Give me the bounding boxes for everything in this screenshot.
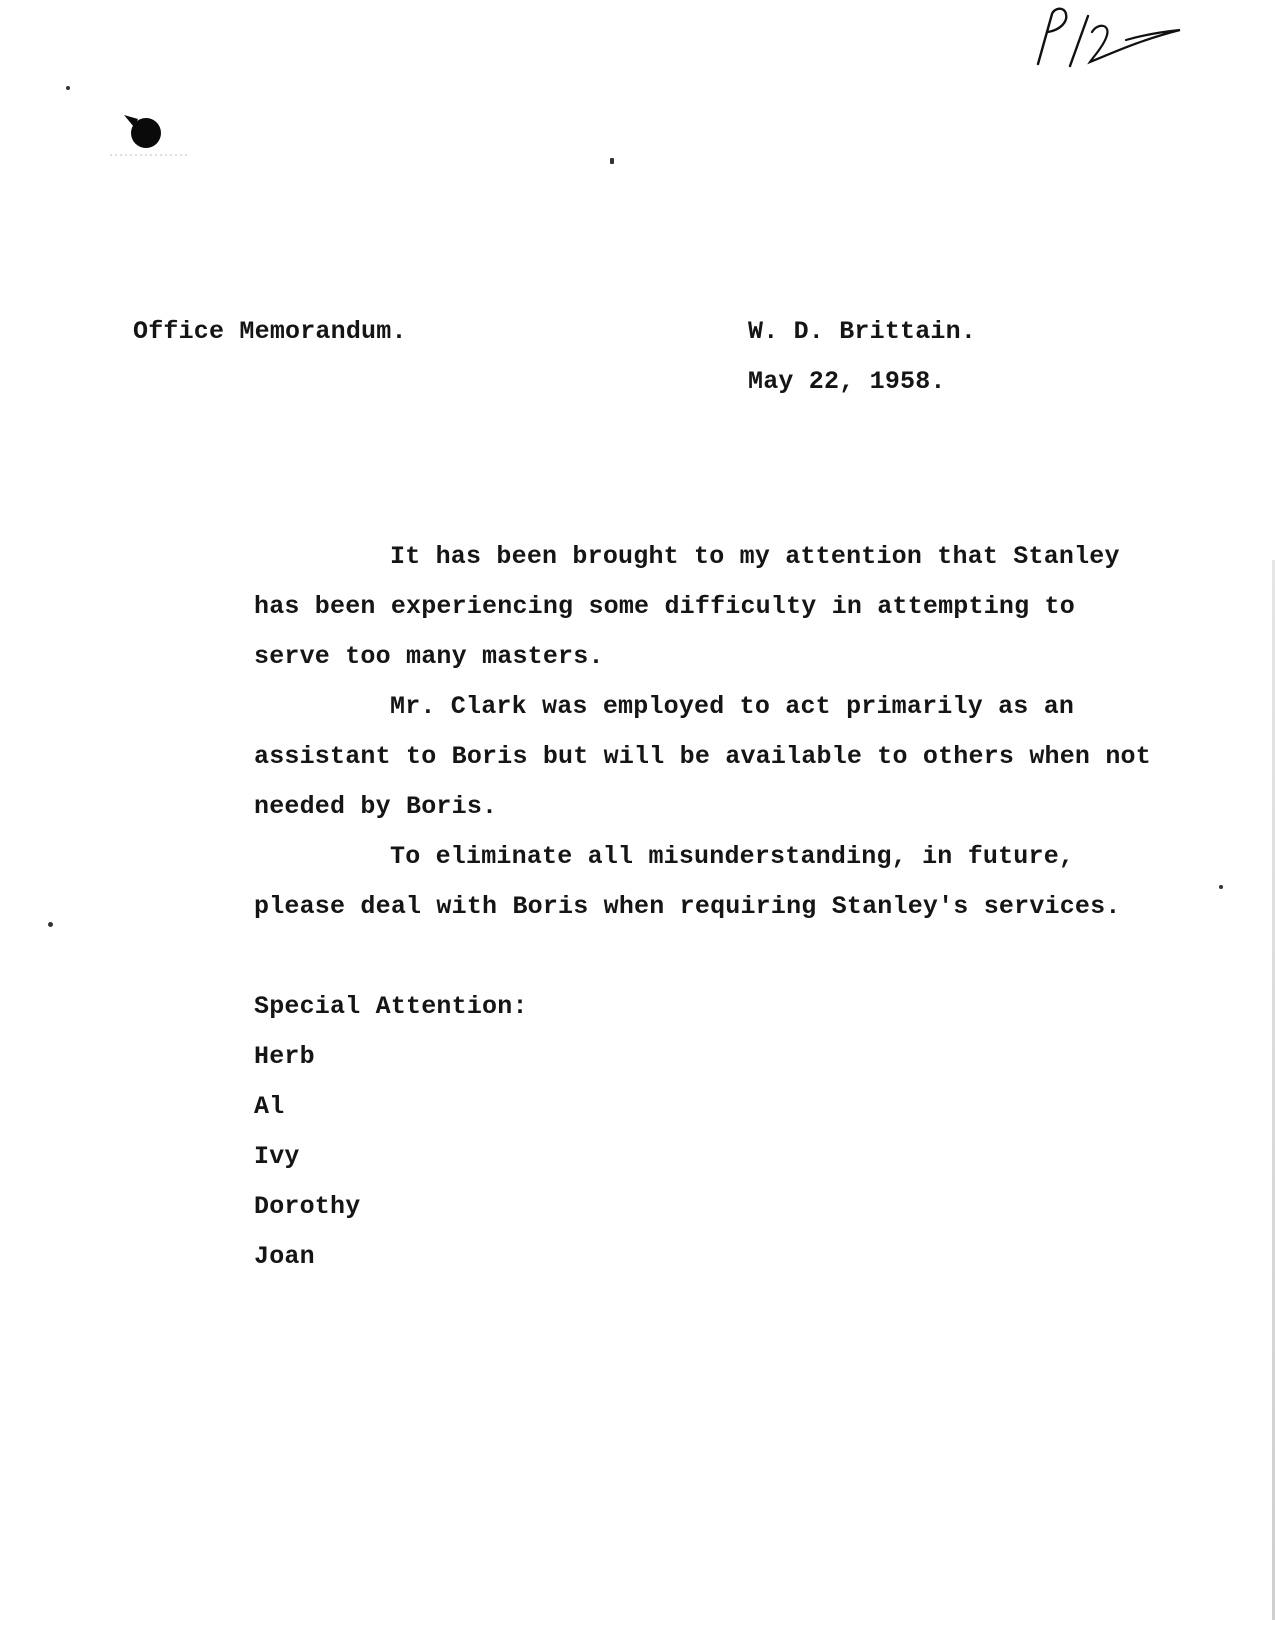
recipient-name: Ivy	[254, 1142, 300, 1171]
body-line: assistant to Boris but will be available to others when not	[254, 742, 1151, 771]
memo-date: May 22, 1958.	[748, 367, 946, 396]
body-line: Mr. Clark was employed to act primarily as an	[390, 692, 1075, 721]
special-attention-label: Special Attention:	[254, 992, 528, 1021]
body-line: serve too many masters.	[254, 642, 604, 671]
handwritten-page-mark	[1030, 2, 1190, 72]
speck-mark	[48, 922, 53, 927]
recipient-name: Dorothy	[254, 1192, 361, 1221]
body-line: To eliminate all misunderstanding, in future,	[390, 842, 1075, 871]
body-line: has been experiencing some difficulty in attempting to	[254, 592, 1075, 621]
body-line: It has been brought to my attention that Stanley	[390, 542, 1120, 571]
ink-blot-mark	[110, 105, 200, 165]
recipient-name: Joan	[254, 1242, 315, 1271]
memo-title: Office Memorandum.	[133, 317, 407, 346]
recipient-name: Al	[254, 1092, 285, 1121]
speck-mark	[66, 86, 70, 90]
memo-from: W. D. Brittain.	[748, 317, 977, 346]
body-line: needed by Boris.	[254, 792, 498, 821]
body-line: please deal with Boris when requiring Stanley's services.	[254, 892, 1121, 921]
speck-mark	[610, 158, 614, 164]
speck-mark	[1219, 885, 1223, 889]
recipient-name: Herb	[254, 1042, 315, 1071]
